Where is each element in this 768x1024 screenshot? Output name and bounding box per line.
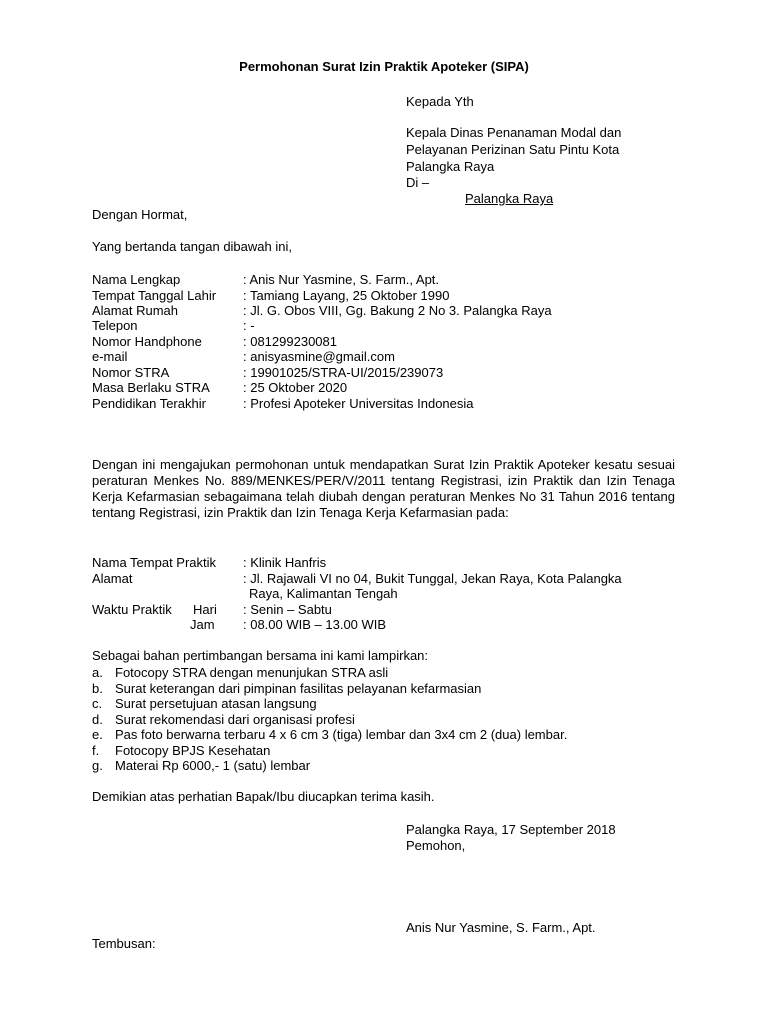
list-marker: e. [92,727,103,742]
list-marker: c. [92,696,103,711]
field-label: e-mail [92,349,128,364]
field-value: : 08.00 WIB – 13.00 WIB [243,617,387,632]
day-label: Hari [193,602,217,617]
recipient-di: Di – [406,175,430,190]
applicant-row [92,334,692,350]
list-item [92,681,652,697]
practice-row-day [92,602,692,618]
field-label: Nomor STRA [92,365,170,380]
list-item [92,727,652,743]
field-label: Masa Berlaku STRA [92,380,210,395]
signature-place-date: Palangka Raya, 17 September 2018 [406,822,616,837]
applicant-row [92,396,692,412]
hour-label: Jam [190,617,215,632]
field-label: Nomor Handphone [92,334,202,349]
list-text: Fotocopy STRA dengan menunjukan STRA asli [115,665,389,680]
field-label: Nama Lengkap [92,272,181,287]
list-marker: g. [92,758,103,773]
applicant-row [92,288,692,304]
list-item [92,743,652,759]
field-label: Nama Tempat Praktik [92,555,217,570]
list-text: Materai Rp 6000,- 1 (satu) lembar [115,758,311,773]
cc-label: Tembusan: [92,936,156,951]
field-value: : Tamiang Layang, 25 Oktober 1990 [243,288,450,303]
list-marker: d. [92,711,103,727]
list-text: Fotocopy BPJS Kesehatan [115,742,271,758]
list-item [92,712,652,728]
applicant-row [92,272,692,288]
closing-line: Demikian atas perhatian Bapak/Ibu diucapkan terima kasih. [92,789,435,804]
list-text: Surat persetujuan atasan langsung [115,696,317,711]
practice-row-address [92,571,692,587]
field-value: : Jl. Rajawali VI no 04, Bukit Tunggal, Jekan Raya, Kota Palangka [243,571,622,586]
applicant-row [92,318,692,334]
field-value: : Klinik Hanfris [243,555,327,570]
field-label: Tempat Tanggal Lahir [92,288,217,303]
list-marker: f. [92,742,100,758]
recipient-city: Palangka Raya [465,191,554,206]
list-marker: b. [92,680,103,696]
list-text: Surat keterangan dari pimpinan fasilitas pelayanan kefarmasian [115,680,482,696]
recipient-line-1: Kepala Dinas Penanaman Modal dan [406,125,622,140]
applicant-row [92,303,692,319]
list-item [92,758,652,774]
field-value: : Jl. G. Obos VIII, Gg. Bakung 2 No 3. Palangka Raya [243,303,552,318]
field-label: Alamat Rumah [92,303,178,318]
attachments-list [92,665,652,774]
field-value: : Profesi Apoteker Universitas Indonesia [243,396,474,411]
list-text: Surat rekomendasi dari organisasi profesi [115,711,355,727]
list-item [92,665,652,681]
applicant-row [92,365,692,381]
list-item [92,696,652,712]
recipient-greeting: Kepada Yth [406,94,474,109]
field-value: : anisyasmine@gmail.com [243,349,395,364]
field-label: Alamat [92,571,133,586]
letter-title: Permohonan Surat Izin Praktik Apoteker (SIPA) [239,59,529,74]
signature-role: Pemohon, [406,838,466,853]
field-value: : - [243,318,255,333]
recipient-line-2: Pelayanan Perizinan Satu Pintu Kota [406,142,620,157]
field-value: : Senin – Sabtu [243,602,332,617]
field-value: : 19901025/STRA-UI/2015/239073 [243,365,444,380]
practice-row-place [92,555,692,571]
field-value: : 25 Oktober 2020 [243,380,348,395]
practice-row-address-cont [92,586,692,602]
field-value: Raya, Kalimantan Tengah [249,586,398,601]
applicant-row [92,349,692,365]
list-marker: a. [92,665,103,680]
request-paragraph: Dengan ini mengajukan permohonan untuk mendapatkan Surat Izin Praktik Apoteker kesatu sesuai peraturan Menkes No. 889/MENKES/PER/V/2011 tentang Registrasi, izin Praktik dan Izin Tenaga Kerja Kefarmasian sebagaimana telah diubah dengan peraturan Menkes No 31 Tahun 2016 tentang tentang Registrasi, izin Praktik dan Izin Tenaga Kerja Kefarmasian pada: [92,457,675,520]
field-label: Waktu Praktik [92,602,172,617]
practice-row-hour [92,617,692,633]
attachments-intro: Sebagai bahan pertimbangan bersama ini kami lampirkan: [92,648,429,663]
field-label: Pendidikan Terakhir [92,396,206,411]
salutation: Dengan Hormat, [92,207,188,222]
list-text: Pas foto berwarna terbaru 4 x 6 cm 3 (tiga) lembar dan 3x4 cm 2 (dua) lembar. [115,727,568,742]
intro-line: Yang bertanda tangan dibawah ini, [92,239,292,254]
field-label: Telepon [92,318,138,333]
field-value: : Anis Nur Yasmine, S. Farm., Apt. [243,272,440,287]
field-value: : 081299230081 [243,334,337,349]
recipient-line-3: Palangka Raya [406,159,495,174]
signature-name: Anis Nur Yasmine, S. Farm., Apt. [406,920,596,935]
applicant-row [92,380,692,396]
